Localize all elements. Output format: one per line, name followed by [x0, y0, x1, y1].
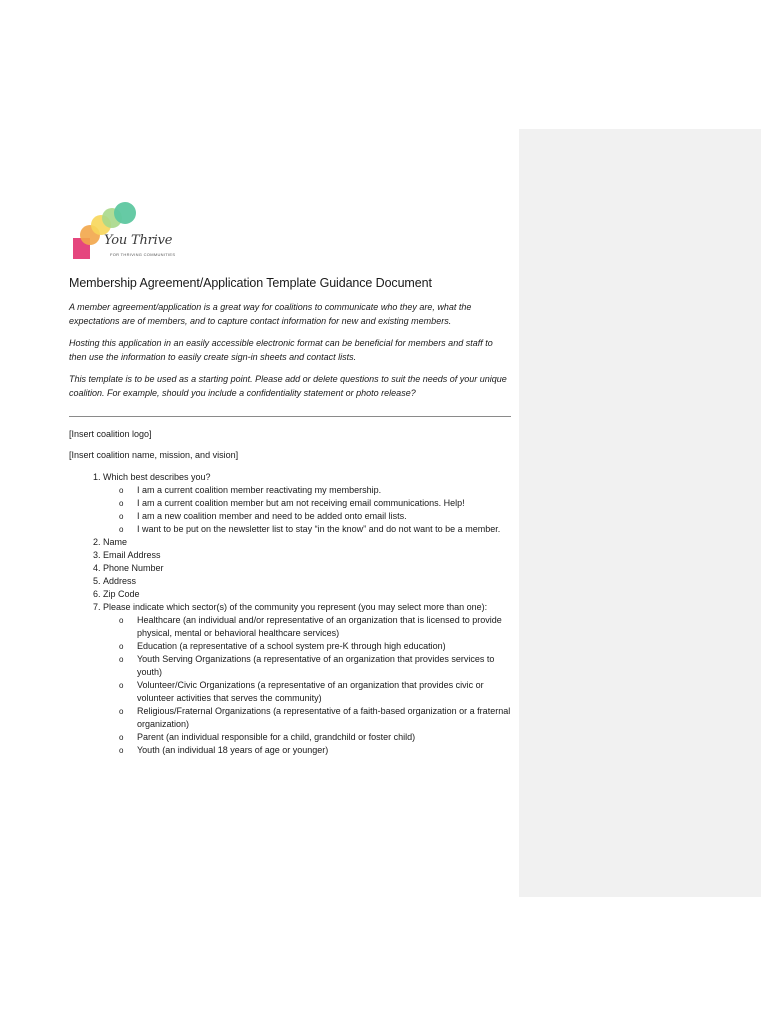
- question-item: [103, 471, 511, 536]
- logo-placeholder: [Insert coalition logo]: [69, 429, 152, 439]
- question-item: [103, 588, 511, 601]
- logo-tagline: FOR THRIVING COMMUNITIES: [110, 252, 176, 257]
- question-text: Phone Number: [103, 563, 164, 573]
- section-divider: [69, 416, 511, 417]
- option-list: [103, 484, 511, 536]
- question-item: [103, 536, 511, 549]
- intro-paragraph: This template is to be used as a starting point. Please add or delete questions to suit the needs of your unique coalition. For example, should you include a confidentiality statement or photo release?: [69, 374, 507, 398]
- question-item: [103, 549, 511, 562]
- question-text: Name: [103, 537, 128, 547]
- option-item: o I am a current coalition member but am not receiving email communications. Help!: [103, 497, 511, 510]
- question-text: Email Address: [103, 550, 161, 560]
- question-text: Address: [103, 576, 137, 586]
- document-body: [69, 276, 511, 757]
- question-item: [103, 601, 511, 757]
- mission-placeholder: [Insert coalition name, mission, and vision]: [69, 450, 239, 460]
- logo-wordmark: You Thrive: [104, 233, 173, 248]
- question-item: [103, 562, 511, 575]
- document-title: Membership Agreement/Application Template Guidance Document: [69, 276, 432, 290]
- option-item: o I want to be put on the newsletter list to stay “in the know” and do not want to be a member.: [103, 523, 511, 536]
- question-list: [69, 471, 511, 757]
- option-item: o Religious/Fraternal Organizations (a representative of a faith-based organization or a fraternal organization): [103, 705, 511, 731]
- intro-paragraph: A member agreement/application is a great way for coalitions to communicate who they are, what the expectations are of members, and to capture contact information for new and existing members.: [69, 302, 472, 326]
- question-text: Zip Code: [103, 589, 140, 599]
- option-item: o I am a new coalition member and need to be added onto email lists.: [103, 510, 511, 523]
- option-item: o I am a current coalition member reactivating my membership.: [103, 484, 511, 497]
- intro-section: [69, 300, 511, 400]
- question-text: Which best describes you?: [103, 472, 211, 482]
- option-item: o Education (a representative of a school system pre-K through high education): [103, 640, 511, 653]
- intro-paragraph: Hosting this application in an easily accessible electronic format can be beneficial for members and staff to then use the information to easily create sign-in sheets and contact lists.: [69, 338, 493, 362]
- option-item: o Volunteer/Civic Organizations (a representative of an organization that provides civic or volunteer activities that serves the community): [103, 679, 511, 705]
- question-text: Please indicate which sector(s) of the community you represent (you may select more than one):: [103, 602, 488, 612]
- option-item: o Healthcare (an individual and/or representative of an organization that is licensed to provide physical, mental or behavioral healthcare services): [103, 614, 511, 640]
- option-list: [103, 614, 511, 757]
- option-item: o Youth Serving Organizations (a representative of an organization that provides services to youth): [103, 653, 511, 679]
- question-item: [103, 575, 511, 588]
- option-item: o Parent (an individual responsible for a child, grandchild or foster child): [103, 731, 511, 744]
- option-item: o Youth (an individual 18 years of age or younger): [103, 744, 511, 757]
- comment-margin-pane: [519, 129, 761, 897]
- logo-circle-teal: [114, 202, 136, 224]
